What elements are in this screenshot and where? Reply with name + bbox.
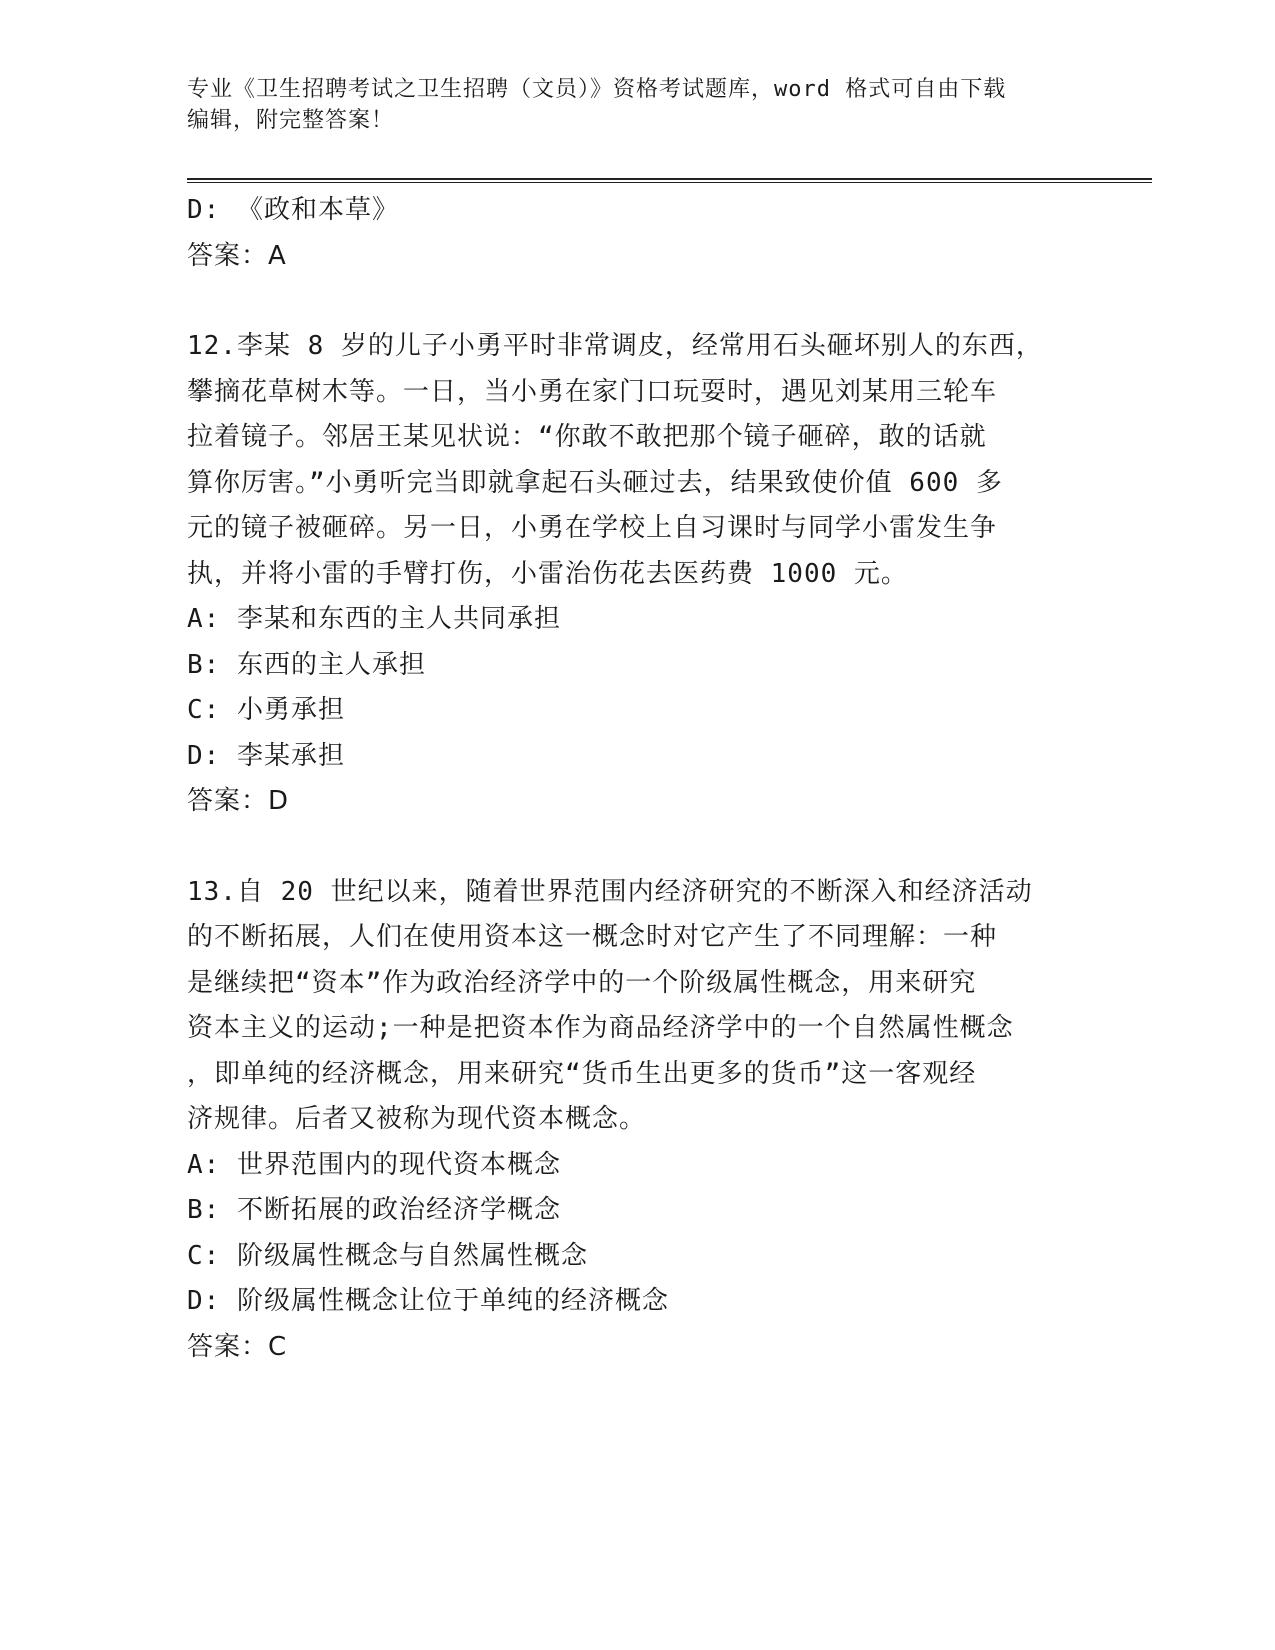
stem-line: 资本主义的运动;一种是把资本作为商品经济学中的一个自然属性概念: [187, 1013, 1014, 1043]
stem-line: 算你厉害。”小勇听完当即就拿起石头砸过去，结果致使价值 600 多: [187, 467, 1003, 498]
spacer: [187, 825, 1087, 870]
option-d: D: 《政和本草》: [187, 195, 399, 225]
stem-line: 12.李某 8 岁的儿子小勇平时非常调皮，经常用石头砸坏别人的东西，: [187, 331, 1043, 361]
stem-line: 执，并将小雷的手臂打伤，小雷治伤花去医药费 1000 元。: [187, 558, 908, 589]
option-d: D: 李某承担: [187, 740, 345, 771]
stem-line: 元的镜子被砸碎。另一日，小勇在学校上自习课时与同学小雷发生争: [187, 513, 998, 543]
stem-line: 13.自 20 世纪以来，随着世界范围内经济研究的不断深入和经济活动: [187, 876, 1033, 907]
option-d: D: 阶级属性概念让位于单纯的经济概念: [187, 1286, 669, 1316]
document-body: [187, 188, 1087, 1370]
stem-line: 攀摘花草树木等。一日，当小勇在家门口玩耍时，遇见刘某用三轮车: [187, 376, 998, 407]
header-line-2: 编辑，附完整答案！: [187, 108, 395, 133]
question-stem: [187, 870, 1087, 1143]
question-12: [187, 324, 1087, 825]
option-b: B: 东西的主人承担: [187, 649, 426, 680]
option-c: C: 小勇承担: [187, 695, 345, 725]
spacer: [187, 279, 1087, 324]
question-13: [187, 870, 1087, 1371]
previous-question-tail: [187, 188, 1087, 279]
stem-line: 是继续把“资本”作为政治经济学中的一个阶级属性概念，用来研究: [187, 967, 977, 998]
stem-line: ，即单纯的经济概念，用来研究“货币生出更多的货币”这一客观经: [187, 1058, 977, 1089]
option-b: B: 不断拓展的政治经济学概念: [187, 1195, 561, 1225]
document-header: [187, 74, 1087, 136]
question-stem: [187, 324, 1087, 597]
stem-line: 的不断拓展，人们在使用资本这一概念时对它产生了不同理解：一种: [187, 922, 998, 952]
answer-line: 答案：A: [187, 240, 287, 271]
option-c: C: 阶级属性概念与自然属性概念: [187, 1240, 588, 1271]
answer-line: 答案：D: [187, 786, 290, 816]
answer-line: 答案：C: [187, 1331, 288, 1362]
option-a: A: 世界范围内的现代资本概念: [187, 1149, 561, 1180]
header-line-1: 专业《卫生招聘考试之卫生招聘（文员）》资格考试题库，word 格式可自由下载: [187, 77, 1007, 102]
stem-line: 济规律。后者又被称为现代资本概念。: [187, 1104, 647, 1134]
header-divider: [187, 178, 1152, 183]
stem-line: 拉着镜子。邻居王某见状说：“你敢不敢把那个镜子砸碎，敢的话就: [187, 422, 987, 452]
option-a: A: 李某和东西的主人共同承担: [187, 604, 561, 634]
